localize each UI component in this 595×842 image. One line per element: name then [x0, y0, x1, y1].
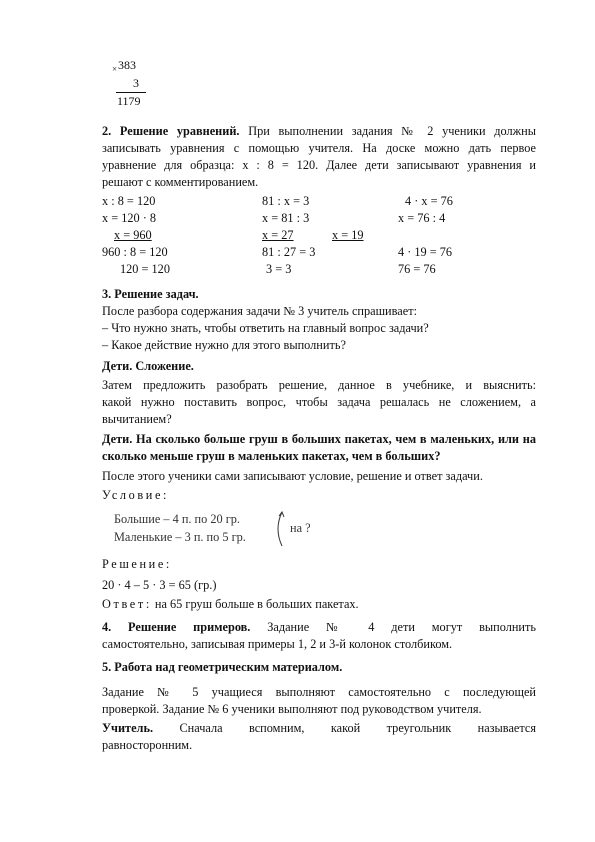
- eq-1-2: x = 120 · 8: [102, 211, 157, 225]
- brace-arrow-icon: [272, 510, 290, 548]
- solution-expression: 20 · 4 – 5 · 3 = 65 (гр.): [102, 578, 217, 592]
- section4-line-2: самостоятельно, записывая примеры 1, 2 и 3-й колонок столбиком.: [102, 637, 453, 651]
- eq-2-4: 81 : 27 = 3: [262, 245, 316, 259]
- section5-line-1: Задание № 5 учащиеся выполняют самостоятельно с последующей: [102, 685, 536, 699]
- section2-line-3: уравнение для образца: x : 8 = 120. Далее дети записывают уравнения и: [102, 158, 536, 172]
- condition-line-1: Большие – 4 п. по 20 гр.: [114, 512, 240, 526]
- section3-heading: 3. Решение задач.: [102, 287, 199, 301]
- section3-after: После этого ученики сами записывают условие, решение и ответ задачи.: [102, 469, 483, 483]
- multiplicand: 383: [118, 58, 136, 72]
- section2-line-4: решают с комментированием.: [102, 175, 259, 189]
- eq-1-3: x = 960: [114, 228, 152, 242]
- section2-line-2: записывать уравнения с помощью учителя. На доске можно дать первое: [102, 141, 536, 155]
- eq-3-1: 4 · x = 76: [405, 194, 453, 208]
- eq-3-4: 76 = 76: [398, 262, 436, 276]
- answer-text: на 65 груш больше в больших пакетах.: [154, 597, 359, 611]
- answer-line: [102, 597, 359, 612]
- section3-para-3: вычитанием?: [102, 412, 172, 426]
- section3-intro: После разбора содержания задачи № 3 учитель спрашивает:: [102, 304, 417, 318]
- condition-label: Условие:: [102, 488, 170, 502]
- section5-line-2: проверкой. Задание № 6 ученики выполняют под руководством учителя.: [102, 702, 482, 716]
- eq-3-3: 4 · 19 = 76: [398, 245, 453, 259]
- eq-2-3b: x = 19: [332, 228, 364, 242]
- section3-question-2: – Какое действие нужно для этого выполнить?: [102, 338, 346, 352]
- eq-2-5: 3 = 3: [266, 262, 292, 276]
- condition-line-2: Маленькие – 3 п. по 5 гр.: [114, 530, 246, 544]
- multiply-sign: ×: [112, 64, 118, 74]
- eq-2-2: x = 81 : 3: [262, 211, 310, 225]
- section4-line-1: 4. Решение примеров. Задание № 4 дети могут выполнить: [102, 620, 536, 634]
- multiplier: 3: [133, 76, 139, 90]
- multiplication-line: [116, 92, 146, 93]
- section5-teacher-line-2: равносторонним.: [102, 738, 193, 752]
- multiplication-result: 1179: [117, 94, 141, 108]
- section3-children-1: Дети. На сколько больше груш в больших пакетах, чем в маленьких, или на: [102, 432, 536, 446]
- eq-2-1: 81 : x = 3: [262, 194, 310, 208]
- section3-children-2: сколько меньше груш в маленьких пакетах, чем в больших?: [102, 449, 441, 463]
- section4-heading: 4. Решение примеров.: [102, 620, 251, 634]
- eq-1-1: x : 8 = 120: [102, 194, 156, 208]
- section2-heading: 2. Решение уравнений.: [102, 124, 240, 138]
- section3-question-1: – Что нужно знать, чтобы ответить на главный вопрос задачи?: [102, 321, 429, 335]
- section3-para-1: Затем предложить разобрать решение, данное в учебнике, и выяснить:: [102, 378, 536, 392]
- answer-label: Ответ:: [102, 597, 152, 611]
- teacher-label: Учитель.: [102, 721, 154, 735]
- eq-1-4: 960 : 8 = 120: [102, 245, 168, 259]
- section3-para-2: какой нужно поставить вопрос, чтобы задача решалась не сложением, а: [102, 395, 536, 409]
- eq-2-3: x = 27: [262, 228, 294, 242]
- condition-question: на ?: [290, 521, 311, 535]
- section5-heading: 5. Работа над геометрическим материалом.: [102, 660, 343, 674]
- eq-3-2: x = 76 : 4: [398, 211, 446, 225]
- section5-teacher-line: Учитель. Сначала вспомним, какой треугольник называется: [102, 721, 537, 735]
- eq-1-5: 120 = 120: [120, 262, 170, 276]
- solution-label: Решение:: [102, 557, 172, 571]
- section3-children-answer: Дети. Сложение.: [102, 359, 194, 373]
- section2-line-1: 2. Решение уравнений. При выполнении задания № 2 ученики должны: [102, 124, 537, 138]
